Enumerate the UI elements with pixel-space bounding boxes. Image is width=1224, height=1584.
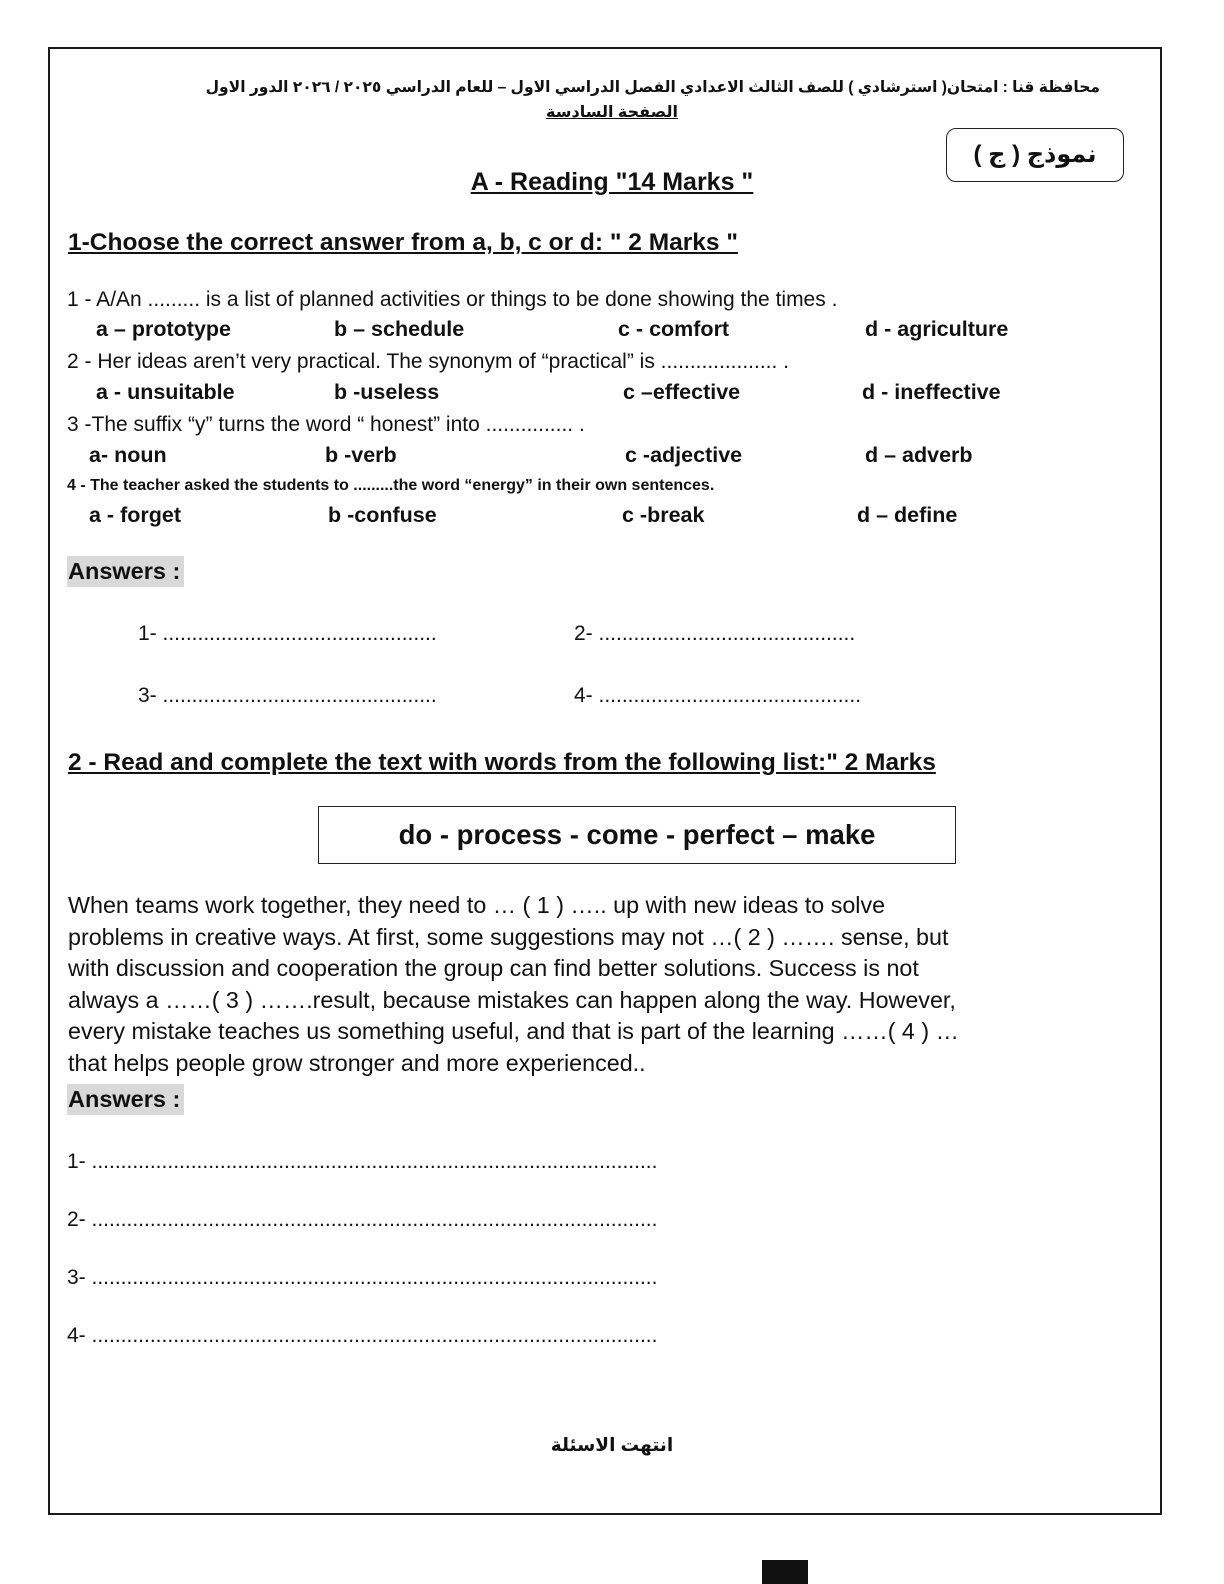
q1-item-4-option-d: d – define bbox=[857, 503, 958, 527]
passage bbox=[68, 890, 1138, 1080]
section-title: A - Reading "14 Marks " bbox=[470, 168, 754, 196]
q1-answer-line-1[interactable]: 1- ............................................... bbox=[138, 622, 437, 645]
q2-title: 2 - Read and complete the text with words from the following list:" 2 Marks bbox=[68, 749, 936, 776]
q1-answer-line-3[interactable]: 3- ............................................... bbox=[138, 684, 437, 707]
q1-item-2-option-a: a - unsuitable bbox=[96, 380, 235, 404]
q1-item-1-option-c: c - comfort bbox=[618, 317, 730, 341]
q2-answer-line-3[interactable]: 3- ................................................................................................. bbox=[67, 1266, 658, 1289]
passage-line: with discussion and cooperation the group can find better solutions. Success is not bbox=[68, 955, 919, 982]
q1-item-2-option-c: c –effective bbox=[623, 380, 741, 404]
q1-item-3-option-d: d – adverb bbox=[865, 443, 973, 467]
q1-item-4-option-b: b -confuse bbox=[328, 503, 437, 527]
q1-item-1-stem: 1 - A/An ......... is a list of planned activities or things to be done showing the times . bbox=[67, 288, 838, 311]
q1-title: 1-Choose the correct answer from a, b, c or d: " 2 Marks " bbox=[68, 229, 738, 256]
q1-item-3-option-c: c -adjective bbox=[625, 443, 743, 467]
q1-item-3-option-a: a- noun bbox=[89, 443, 167, 467]
q1-item-2-option-d: d - ineffective bbox=[862, 380, 1001, 404]
word-list-box: do - process - come - perfect – make bbox=[318, 806, 956, 864]
passage-line: that helps people grow stronger and more experienced.. bbox=[68, 1049, 646, 1076]
page-number-heading: الصفحة السادسة bbox=[546, 104, 678, 121]
page-corner-mark bbox=[762, 1560, 808, 1584]
q1-item-1-option-a: a – prototype bbox=[96, 317, 231, 341]
q1-item-4-option-c: c -break bbox=[622, 503, 705, 527]
q1-item-3-stem: 3 -The suffix “y” turns the word “ honest” into ............... . bbox=[67, 413, 585, 436]
q1-item-3-option-b: b -verb bbox=[325, 443, 397, 467]
q1-item-2-stem: 2 - Her ideas aren’t very practical. The synonym of “practical” is .................... . bbox=[67, 350, 790, 373]
model-badge: نموذج ( ج ) bbox=[946, 128, 1124, 182]
q1-answers-label: Answers : bbox=[67, 556, 184, 587]
page-border bbox=[48, 47, 1162, 1515]
passage-line: always a ……( 3 ) …….result, because mistakes can happen along the way. However, bbox=[68, 986, 956, 1013]
q2-answer-line-1[interactable]: 1- ................................................................................................. bbox=[67, 1150, 658, 1173]
q2-answers-label: Answers : bbox=[67, 1084, 184, 1115]
passage-line: every mistake teaches us something useful, and that is part of the learning ……( 4 ) … bbox=[68, 1018, 959, 1045]
q1-answer-line-2[interactable]: 2- ............................................ bbox=[574, 622, 856, 645]
q2-answer-line-2[interactable]: 2- ................................................................................................. bbox=[67, 1208, 658, 1231]
q1-item-1-option-d: d - agriculture bbox=[865, 317, 1009, 341]
q1-item-2-option-b: b -useless bbox=[334, 380, 440, 404]
exam-header: محافظة قنا : امتحان( استرشادي ) للصف الثالث الاعدادي الفصل الدراسي الاول – للعام الدراسي ٢٠٢٥ / ٢٠٢٦ الدور الاول bbox=[205, 79, 1100, 96]
end-of-questions-note: انتهت الاسئلة bbox=[550, 1434, 674, 1455]
q2-answer-line-4[interactable]: 4- ................................................................................................. bbox=[67, 1324, 658, 1347]
passage-line: problems in creative ways. At first, some suggestions may not …( 2 ) ……. sense, but bbox=[68, 923, 949, 950]
q1-answer-line-4[interactable]: 4- ............................................. bbox=[574, 684, 862, 707]
q1-item-4-option-a: a - forget bbox=[89, 503, 181, 527]
passage-line: When teams work together, they need to … ( 1 ) ….. up with new ideas to solve bbox=[68, 892, 886, 918]
q1-item-4-stem: 4 - The teacher asked the students to .........the word “energy” in their own sentences. bbox=[67, 477, 715, 494]
q1-item-1-option-b: b – schedule bbox=[334, 317, 465, 341]
